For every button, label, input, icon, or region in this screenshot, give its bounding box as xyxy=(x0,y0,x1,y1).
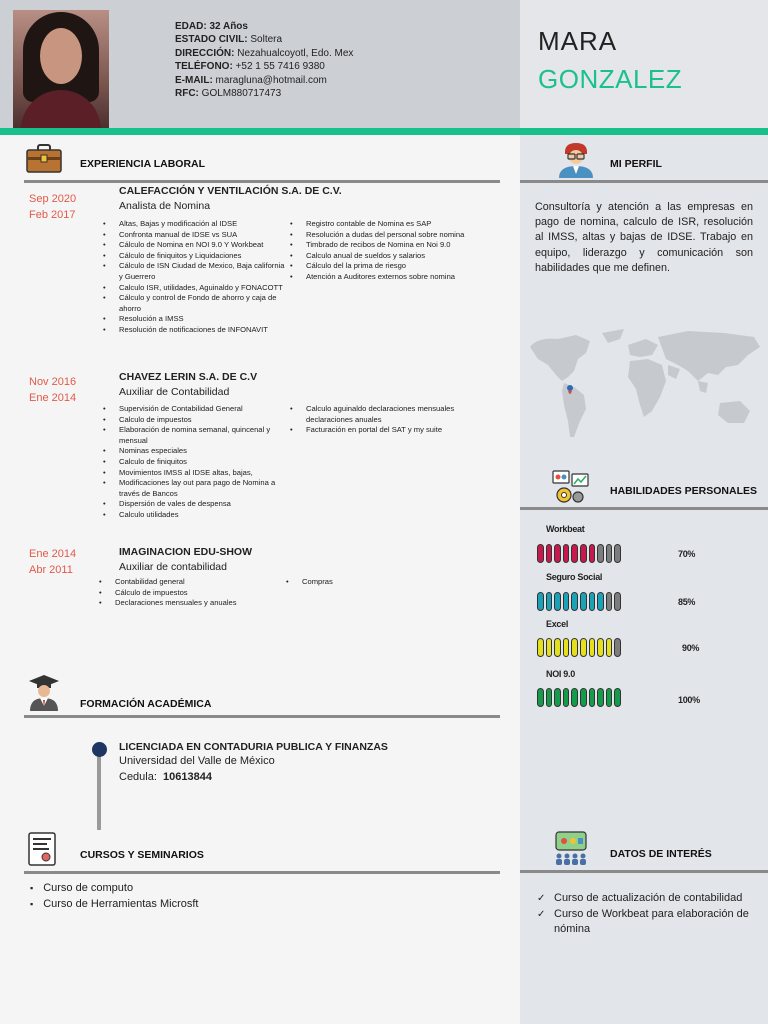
skill-level-pill xyxy=(563,544,570,563)
certificate-icon xyxy=(28,832,56,866)
list-item: • Contabilidad general xyxy=(115,577,290,588)
list-item: • Cálculo de Nomina en NOI 9.0 Y Workbeat xyxy=(119,240,289,251)
interests-group-icon xyxy=(553,831,589,867)
job-duties-list xyxy=(119,219,289,336)
job-duties-list xyxy=(302,577,422,588)
skill-level-pill xyxy=(614,592,621,611)
skill-level-pill xyxy=(546,592,553,611)
job-date: Nov 2016 Ene 2014 xyxy=(29,376,77,404)
skill-level-pill xyxy=(597,688,604,707)
skill-percent: 85% xyxy=(678,597,696,607)
list-item: ▪ Curso de Herramientas Microsft xyxy=(30,896,198,912)
personal-info-line: E-MAIL: maragluna@hotmail.com xyxy=(175,74,327,86)
job-role: Auxiliar de Contabilidad xyxy=(119,386,230,398)
skill-level-bar xyxy=(537,544,621,563)
skill-name: Excel xyxy=(546,619,569,629)
skill-level-pill xyxy=(606,688,613,707)
list-item: • Resolución a dudas del personal sobre nomina xyxy=(306,230,476,241)
list-item: • Cálculo de impuestos xyxy=(115,588,290,599)
list-item: • Calculo de impuestos xyxy=(119,415,291,426)
list-item: • Elaboración de nomina semanal, quincenal y mensual xyxy=(119,425,291,446)
skill-level-pill xyxy=(546,688,553,707)
skill-level-pill xyxy=(580,592,587,611)
skill-level-pill xyxy=(537,544,544,563)
timeline-dot xyxy=(92,742,107,757)
list-item: • Calculo anual de sueldos y salarios xyxy=(306,251,476,262)
skill-level-pill xyxy=(571,544,578,563)
list-item: • Modificaciones lay out para pago de Nomina a través de Bancos xyxy=(119,478,291,499)
skill-level-bar xyxy=(537,638,621,657)
skill-level-pill xyxy=(554,592,561,611)
perfil-rule xyxy=(520,180,768,183)
formacion-rule xyxy=(24,715,500,718)
skill-level-pill xyxy=(614,688,621,707)
skills-gears-icon xyxy=(550,470,590,504)
skill-level-pill xyxy=(597,544,604,563)
skill-level-pill xyxy=(554,544,561,563)
list-item: • Confronta manual de IDSE vs SUA xyxy=(119,230,289,241)
skill-level-pill xyxy=(546,544,553,563)
job-role: Auxiliar de contabilidad xyxy=(119,561,227,573)
cursos-rule xyxy=(24,871,500,874)
perfil-title: MI PERFIL xyxy=(610,158,662,170)
world-map-icon xyxy=(528,325,764,445)
skill-level-pill xyxy=(563,592,570,611)
skill-level-pill xyxy=(580,544,587,563)
interes-title: DATOS DE INTERÉS xyxy=(610,848,712,860)
list-item: • Facturación en portal del SAT y my suite xyxy=(306,425,481,436)
job-duties-list xyxy=(119,404,291,521)
skill-level-bar xyxy=(537,592,621,611)
timeline-line xyxy=(97,748,101,830)
list-item: • Compras xyxy=(302,577,422,588)
cedula: Cedula: 10613844 xyxy=(119,771,212,783)
university-name: Universidad del Valle de México xyxy=(119,755,275,767)
habilidades-title: HABILIDADES PERSONALES xyxy=(610,485,758,497)
list-item: • Resolución de notificaciones de INFONAVIT xyxy=(119,325,289,336)
skill-level-pill xyxy=(537,638,544,657)
skill-level-pill xyxy=(614,544,621,563)
last-name: GONZALEZ xyxy=(538,64,683,94)
skill-level-pill xyxy=(546,638,553,657)
list-item: • Movimientos IMSS al IDSE altas, bajas, xyxy=(119,468,291,479)
skill-level-pill xyxy=(606,638,613,657)
graduate-icon xyxy=(28,674,60,712)
list-item: • Calculo utilidades xyxy=(119,510,291,521)
skill-level-pill xyxy=(563,688,570,707)
job-company: CHAVEZ LERIN S.A. DE C.V xyxy=(119,371,258,383)
perfil-text: Consultoría y atención a las empresas en pago de nomina, calculo de ISR, resolución al IMSS, altas y bajas de IDSE. Trabajo en equipo, liderazgo y comunicación son habilidades que me definen. xyxy=(535,201,753,274)
job-company: IMAGINACION EDU-SHOW xyxy=(119,546,252,558)
skill-percent: 70% xyxy=(678,549,696,559)
personal-info-line: ESTADO CIVIL: Soltera xyxy=(175,34,283,46)
profile-person-icon xyxy=(557,142,595,178)
profile-photo xyxy=(13,10,109,128)
skill-level-pill xyxy=(537,688,544,707)
skill-level-pill xyxy=(597,592,604,611)
personal-info xyxy=(175,20,353,100)
list-item: • Cálculo de ISN Ciudad de Mexico, Baja california y Guerrero xyxy=(119,261,289,282)
experiencia-title: EXPERIENCIA LABORAL xyxy=(80,158,206,170)
briefcase-icon xyxy=(26,144,62,174)
job-company: CALEFACCIÓN Y VENTILACIÓN S.A. DE C.V. xyxy=(119,185,342,197)
job-date: Sep 2020 Feb 2017 xyxy=(29,193,77,221)
list-item: • Cálculo de finiquitos y Liquidaciones xyxy=(119,251,289,262)
job-duties-list xyxy=(115,577,290,609)
skill-level-pill xyxy=(606,592,613,611)
personal-info-line: EDAD: 32 Años xyxy=(175,21,248,32)
skill-percent: 100% xyxy=(678,695,700,705)
list-item: • Calculo ISR, utilidades, Aguinaldo y FONACOTT xyxy=(119,283,289,294)
list-item: • Timbrado de recibos de Nomina en Noi 9.0 xyxy=(306,240,476,251)
skill-level-pill xyxy=(571,592,578,611)
skill-level-pill xyxy=(563,638,570,657)
list-item: • Supervisión de Contabilidad General xyxy=(119,404,291,415)
skill-level-pill xyxy=(571,688,578,707)
skill-level-pill xyxy=(537,592,544,611)
job-duties-list xyxy=(306,219,476,283)
skill-level-pill xyxy=(554,638,561,657)
list-item: • Atención a Auditores externos sobre nomina xyxy=(306,272,476,283)
degree-title: LICENCIADA EN CONTADURIA PUBLICA Y FINANZAS xyxy=(119,741,388,753)
interes-rule xyxy=(520,870,768,873)
skill-level-pill xyxy=(606,544,613,563)
list-item: • Nominas especiales xyxy=(119,446,291,457)
skill-name: Seguro Social xyxy=(546,572,603,582)
habilidades-rule xyxy=(520,507,768,510)
skill-level-pill xyxy=(571,638,578,657)
experiencia-rule xyxy=(24,180,500,183)
skill-percent: 90% xyxy=(682,643,700,653)
skill-level-pill xyxy=(597,638,604,657)
skill-level-pill xyxy=(589,638,596,657)
personal-info-line: RFC: GOLM880717473 xyxy=(175,88,282,100)
courses-list xyxy=(30,880,198,912)
skill-level-pill xyxy=(554,688,561,707)
skill-level-pill xyxy=(589,544,596,563)
personal-info-line: DIRECCIÓN: Nezahualcoyotl, Edo. Mex xyxy=(175,47,354,59)
skill-level-pill xyxy=(580,688,587,707)
job-duties-list xyxy=(306,404,481,436)
skill-level-bar xyxy=(537,688,621,707)
job-role: Analista de Nomina xyxy=(119,200,211,212)
list-item: • Cálculo y control de Fondo de ahorro y caja de ahorro xyxy=(119,293,289,314)
list-item: • Calculo de finiquitos xyxy=(119,457,291,468)
formacion-title: FORMACIÓN ACADÉMICA xyxy=(80,698,212,710)
skill-level-pill xyxy=(614,638,621,657)
list-item: • Cálculo del la prima de riesgo xyxy=(306,261,476,272)
interests-list xyxy=(537,891,757,938)
accent-bar xyxy=(0,128,768,135)
cursos-title: CURSOS Y SEMINARIOS xyxy=(80,849,204,861)
list-item: ✓ Curso de actualización de contabilidad xyxy=(537,891,757,907)
list-item: ▪ Curso de computo xyxy=(30,880,198,896)
skill-name: NOI 9.0 xyxy=(546,669,575,679)
list-item: • Resolución a IMSS xyxy=(119,314,289,325)
list-item: • Declaraciones mensuales y anuales xyxy=(115,598,290,609)
personal-info-line: TELÉFONO: +52 1 55 7416 9380 xyxy=(175,61,325,73)
skill-name: Workbeat xyxy=(546,524,585,534)
list-item: • Calculo aguinaldo declaraciones mensuales declaraciones anuales xyxy=(306,404,481,425)
list-item: • Registro contable de Nomina es SAP xyxy=(306,219,476,230)
first-name: MARA xyxy=(538,26,618,56)
list-item: • Altas, Bajas y modificación al IDSE xyxy=(119,219,289,230)
job-date: Ene 2014 Abr 2011 xyxy=(29,548,77,576)
skill-level-pill xyxy=(589,688,596,707)
skill-level-pill xyxy=(580,638,587,657)
list-item: • Dispersión de vales de despensa xyxy=(119,499,291,510)
skill-level-pill xyxy=(589,592,596,611)
list-item: ✓ Curso de Workbeat para elaboración de nómina xyxy=(537,907,757,938)
